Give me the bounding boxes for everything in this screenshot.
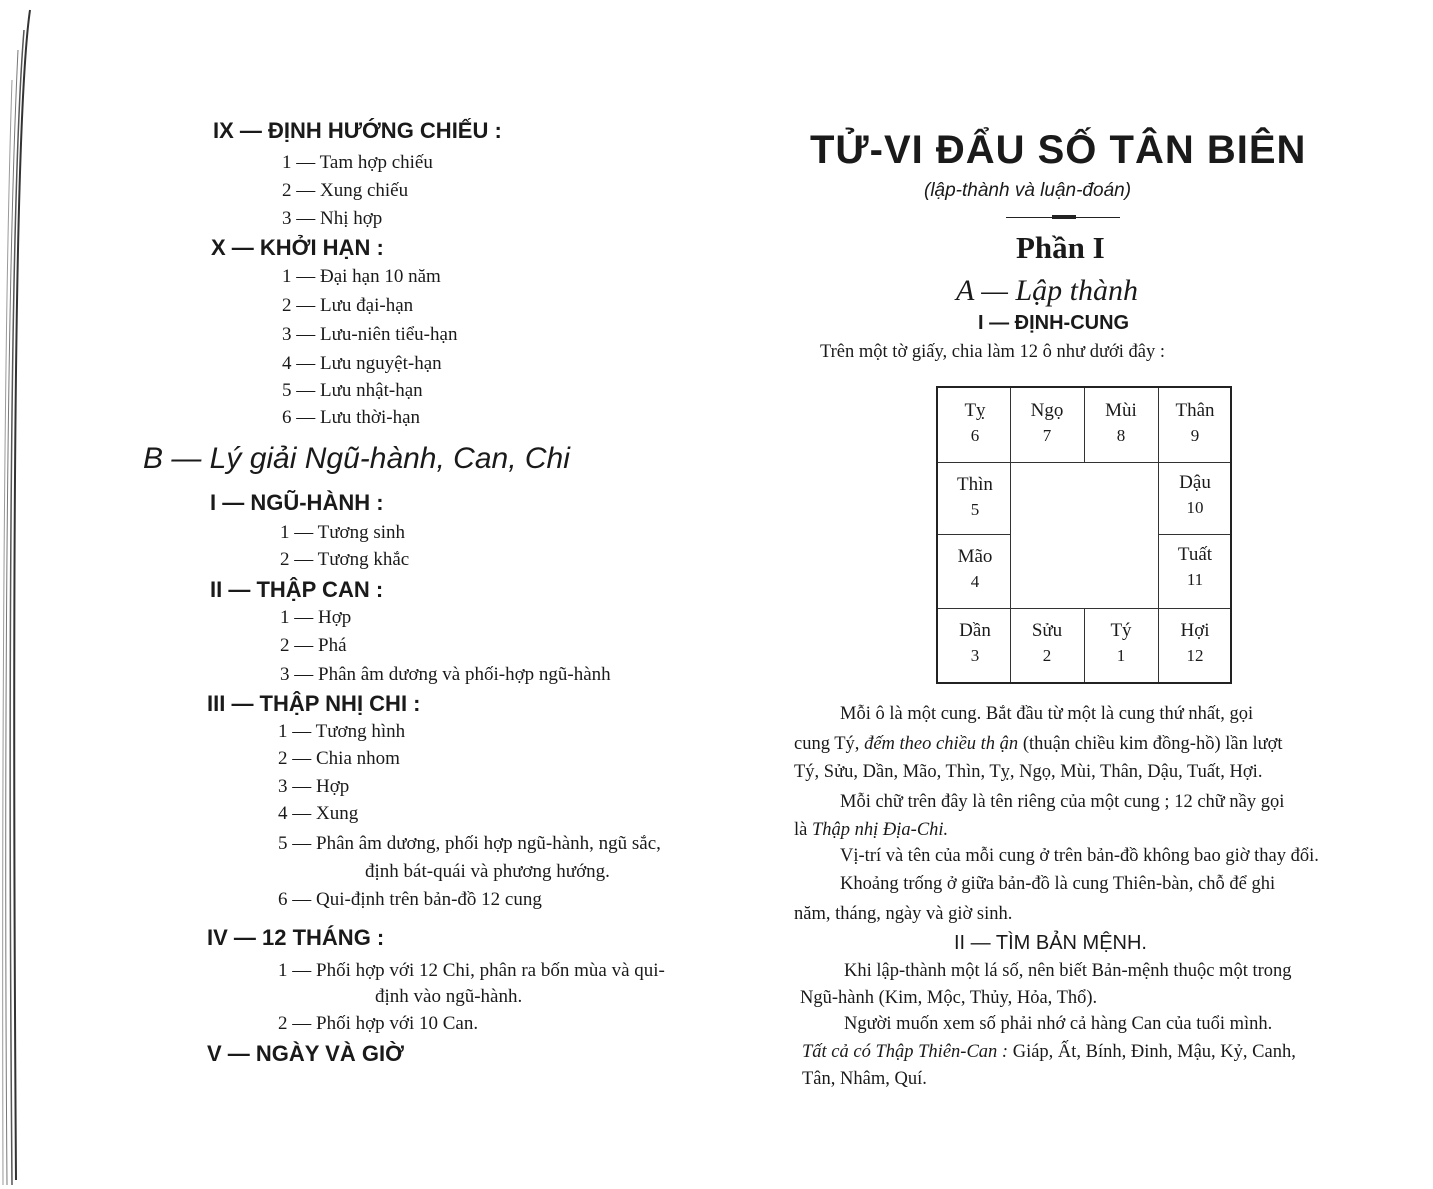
list-item: 5 — Phân âm dương, phối hợp ngũ-hành, ngũ sắc, xyxy=(278,833,661,854)
part-b-title: B — Lý giải Ngũ-hành, Can, Chi xyxy=(143,442,570,475)
heading-ix: IX — ĐỊNH HƯỚNG CHIẾU : xyxy=(213,118,502,143)
list-item: 4 — Lưu nguyệt-hạn xyxy=(282,353,442,374)
heading-b-ii: II — THẬP CAN : xyxy=(210,577,384,602)
list-item: 5 — Lưu nhật-hạn xyxy=(282,380,423,401)
list-item: 1 — Tương sinh xyxy=(280,522,406,543)
twelve-palace-grid xyxy=(936,386,1232,684)
cell-dau-10 xyxy=(1158,472,1232,518)
para1-line3: Tý, Sửu, Dần, Mão, Thìn, Tỵ, Ngọ, Mùi, Thân, Dậu, Tuất, Hợi. xyxy=(794,762,1263,782)
para1-line1: Mỗi ô là một cung. Bắt đầu từ một là cung thứ nhất, gọi xyxy=(840,704,1254,724)
text-run-italic: Tất cả có Thập Thiên-Can : xyxy=(802,1042,1013,1062)
cell-name: Dần xyxy=(959,620,991,641)
list-item: 2 — Phá xyxy=(280,635,347,656)
title-rule-ornament xyxy=(1052,215,1076,219)
heading-b-i: I — NGŨ-HÀNH : xyxy=(210,490,384,515)
para5-line2: Ngũ-hành (Kim, Mộc, Thủy, Hỏa, Thổ). xyxy=(800,988,1098,1008)
para6-line3: Tân, Nhâm, Quí. xyxy=(802,1069,927,1089)
text-run: Giáp, Ất, Bính, Đinh, Mậu, Kỷ, Canh, xyxy=(1012,1042,1296,1062)
cell-number: 10 xyxy=(1186,498,1204,517)
cell-number: 5 xyxy=(970,500,980,519)
grid-line xyxy=(938,534,1010,535)
heading-b-iii: III — THẬP NHỊ CHI : xyxy=(207,691,421,716)
grid-line xyxy=(938,608,1230,609)
cell-name: Tý xyxy=(1110,620,1132,641)
cell-name: Ngọ xyxy=(1030,400,1064,421)
list-item: 3 — Nhị hợp xyxy=(282,208,383,229)
book-title: TỬ-VI ĐẨU SỐ TÂN BIÊN xyxy=(810,128,1307,172)
list-item: 3 — Hợp xyxy=(278,776,350,797)
cell-than-9 xyxy=(1158,400,1232,446)
list-item-continuation: định bát-quái và phương hướng. xyxy=(365,861,610,882)
grid-line xyxy=(938,462,1230,463)
book-subtitle: (lập-thành và luận-đoán) xyxy=(924,180,1132,201)
cell-dan-3 xyxy=(938,620,1012,666)
cell-number: 2 xyxy=(1042,646,1052,665)
list-item: 2 — Lưu đại-hạn xyxy=(282,295,414,316)
cell-number: 1 xyxy=(1116,646,1126,665)
cell-name: Sửu xyxy=(1031,620,1063,641)
cell-name: Dậu xyxy=(1179,472,1211,493)
cell-ty-6 xyxy=(938,400,1012,446)
text-run: (thuận chiều kim đồng-hồ) lần lượt xyxy=(1018,734,1283,754)
text-run-italic: đếm theo chiều th ận xyxy=(864,734,1019,754)
text-run: là xyxy=(794,820,812,840)
list-item: 2 — Phối hợp với 10 Can. xyxy=(278,1013,479,1034)
heading-b-v: V — NGÀY VÀ GIỜ xyxy=(207,1041,404,1066)
cell-name: Thìn xyxy=(957,474,993,495)
list-item: 2 — Tương khắc xyxy=(280,549,410,570)
cell-number: 4 xyxy=(970,572,980,591)
cell-hoi-12 xyxy=(1158,620,1232,666)
part-title: Phần I xyxy=(1016,230,1105,265)
para1-line2 xyxy=(794,734,1283,755)
text-run-italic: Thập nhị Địa-Chi. xyxy=(811,820,949,840)
para2-line2 xyxy=(794,820,948,841)
list-item: 1 — Đại hạn 10 năm xyxy=(282,266,441,287)
cell-number: 7 xyxy=(1042,426,1052,445)
heading-x: X — KHỞI HẠN : xyxy=(211,235,384,260)
list-item: 3 — Phân âm dương và phối-hợp ngũ-hành xyxy=(280,664,611,685)
cell-mao-4 xyxy=(938,546,1012,592)
cell-name: Tỵ xyxy=(964,400,986,421)
subsection-tim-ban-menh: II — TÌM BẢN MỆNH. xyxy=(954,932,1147,954)
para6-line1: Người muốn xem số phải nhớ cả hàng Can của tuổi mình. xyxy=(844,1014,1273,1034)
para4-line2: năm, tháng, ngày và giờ sinh. xyxy=(794,904,1013,924)
cell-number: 12 xyxy=(1186,646,1204,665)
book-binding-edge xyxy=(0,0,34,1189)
cell-number: 11 xyxy=(1186,570,1204,589)
right-page xyxy=(716,0,1433,1189)
cell-name: Tuất xyxy=(1177,544,1213,565)
cell-number: 6 xyxy=(970,426,980,445)
section-a-title: A — Lập thành xyxy=(956,274,1138,307)
para4-line1: Khoảng trống ở giữa bản-đồ là cung Thiên-bàn, chỗ để ghi xyxy=(840,874,1276,894)
cell-thin-5 xyxy=(938,474,1012,520)
para3: Vị-trí và tên của mỗi cung ở trên bản-đồ không bao giờ thay đổi. xyxy=(840,846,1319,866)
list-item: 1 — Hợp xyxy=(280,607,352,628)
list-item: 6 — Lưu thời-hạn xyxy=(282,407,421,428)
cell-ti-1 xyxy=(1084,620,1158,666)
para5-line1: Khi lập-thành một lá số, nên biết Bản-mệnh thuộc một trong xyxy=(844,961,1292,981)
list-item: 2 — Chia nhom xyxy=(278,748,400,769)
heading-b-iv: IV — 12 THÁNG : xyxy=(207,925,385,950)
cell-name: Hợi xyxy=(1180,620,1210,641)
text-run: cung Tý, xyxy=(794,734,865,754)
list-item-continuation: định vào ngũ-hành. xyxy=(375,986,523,1007)
list-item: 3 — Lưu-niên tiểu-hạn xyxy=(282,324,458,345)
list-item: 6 — Qui-định trên bản-đồ 12 cung xyxy=(278,889,542,910)
cell-name: Mùi xyxy=(1105,400,1137,421)
list-item: 4 — Xung xyxy=(278,803,359,824)
left-page xyxy=(0,0,716,1189)
grid-line xyxy=(1158,534,1230,535)
list-item: 2 — Xung chiếu xyxy=(282,180,409,201)
cell-number: 3 xyxy=(970,646,980,665)
cell-suu-2 xyxy=(1010,620,1084,666)
cell-ngo-7 xyxy=(1010,400,1084,446)
cell-number: 9 xyxy=(1190,426,1200,445)
intro-line: Trên một tờ giấy, chia làm 12 ô như dưới đây : xyxy=(820,342,1166,362)
cell-number: 8 xyxy=(1116,426,1126,445)
cell-mui-8 xyxy=(1084,400,1158,446)
cell-name: Mão xyxy=(957,546,993,567)
list-item: 1 — Tương hình xyxy=(278,721,406,742)
cell-tuat-11 xyxy=(1158,544,1232,590)
subsection-dinh-cung: I — ĐỊNH-CUNG xyxy=(978,312,1130,334)
para2-line1: Mỗi chữ trên đây là tên riêng của một cung ; 12 chữ nầy gọi xyxy=(840,792,1285,812)
list-item: 1 — Phối hợp với 12 Chi, phân ra bốn mùa và qui- xyxy=(278,960,665,981)
list-item: 1 — Tam hợp chiếu xyxy=(282,152,433,173)
cell-name: Thân xyxy=(1175,400,1215,421)
para6-line2 xyxy=(802,1042,1296,1063)
